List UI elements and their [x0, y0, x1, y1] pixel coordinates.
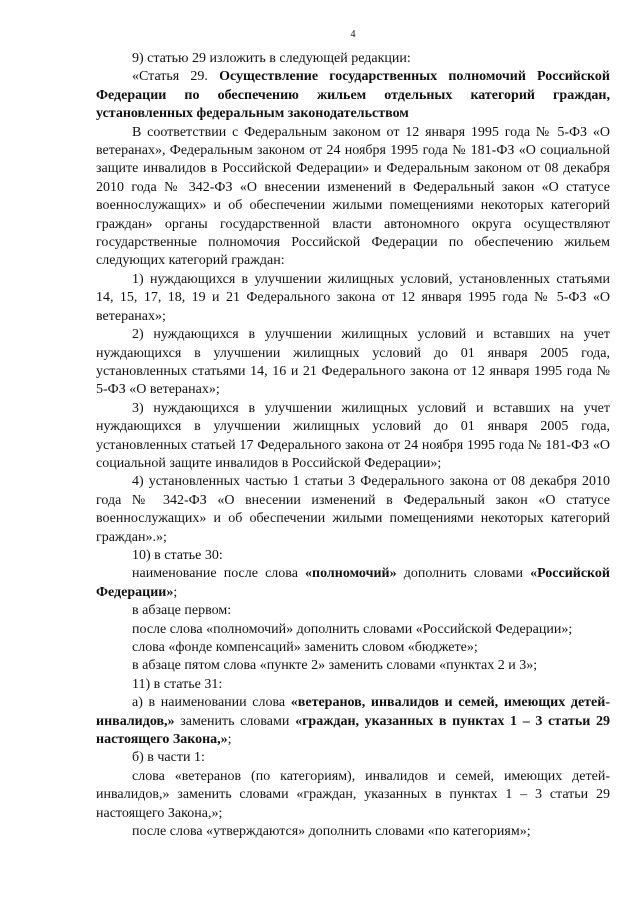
list-item-2: 2) нуждающихся в улучшении жилищных условий и вставших на учет нуждающихся в улучшении жилищных условий до 01 января 2005 года, установленных статьями 14, 16 и 21 Федерального закона от 12 января 1995 года № 5-ФЗ «О ветеранах»; — [96, 327, 610, 398]
text-run: а) в наименовании слова — [132, 695, 291, 711]
article-29-intro-paragraph: В соответствии с Федеральным законом от 12 января 1995 года № 5-ФЗ «О ветеранах», Федеральным законом от 24 ноября 1995 года № 181-ФЗ «О социальной защите инвалидов в Российской Федерации» и Федеральным законом от 08 декабря 2010 года № 342-ФЗ «О внесении изменений в Федеральный закон «О статусе военнослужащих» и об обеспечении жилыми помещениями некоторых категорий граждан» органы государственной власти автономного округа осуществляют государственные полномочия Российской Федерации по обеспечению жильем следующих категорий граждан: — [96, 124, 610, 269]
part-1-intro: б) в части 1: — [132, 750, 205, 766]
article-29-heading — [96, 68, 610, 123]
part-1-change-2: после слова «утверждаются» дополнить словами «по категориям»; — [132, 824, 531, 840]
text-run: дополнить словами — [396, 566, 531, 582]
list-item-1: 1) нуждающихся в улучшении жилищных условий, установленных статьями 14, 15, 17, 18, 19 и 21 Федерального закона от 12 января 1995 года № 5-ФЗ «О ветеранах»; — [96, 271, 610, 324]
list-item-3: 3) нуждающихся в улучшении жилищных условий и вставших на учет нуждающихся в улучшении жилищных условий до 01 января 2005 года, установленных статьей 17 Федерального закона от 24 ноября 1995 года № 181-ФЗ «О социальной защите инвалидов в Российской Федерации»; — [96, 400, 610, 471]
text-run: ; — [227, 732, 232, 748]
article-31-name-change — [96, 694, 610, 749]
article-29-title: Осуществление государственных полномочий Российской Федерации по обеспечению жильем отдельных категорий граждан, установленных федеральным законодательством — [96, 69, 610, 122]
bold-quote: «граждан, указанных в пунктах 1 – 3 статьи 29 настоящего Закона,» — [96, 713, 611, 748]
fifth-paragraph-change: в абзаце пятом слова «пункте 2» заменить словами «пунктах 2 и 3»; — [132, 658, 538, 674]
part-1-change-1: слова «ветеранов (по категориям), инвалидов и семей, имеющих детей-инвалидов,» заменить словами «граждан, указанных в пунктах 1 – 3 статьи 29 настоящего Закона,»; — [96, 768, 610, 821]
amendment-item-11: 11) в статье 31: — [132, 676, 223, 692]
page-number: 4 — [350, 29, 356, 40]
article-29-label: «Статья 29. — [132, 69, 220, 85]
bold-quote: «полномочий» — [305, 566, 397, 582]
bold-quote: «ветеранов, инвалидов и семей, имеющих детей-инвалидов,» — [96, 695, 610, 729]
first-paragraph-intro: в абзаце первом: — [132, 603, 232, 619]
bold-quote: «Российской Федерации» — [96, 566, 610, 600]
amendment-item-9: 9) статью 29 изложить в следующей редакции: — [132, 51, 411, 66]
text-run: ; — [173, 584, 178, 600]
list-item-4: 4) установленных частью 1 статьи 3 Федерального закона от 08 декабря 2010 года № 342-ФЗ «О внесении изменений в Федеральный закон «О статусе военнослужащих» и об обеспечении жилыми помещениями некоторых категорий граждан».»; — [96, 474, 610, 545]
first-paragraph-change-2: слова «фонде компенсаций» заменить словом «бюджете»; — [132, 640, 478, 655]
text-run: наименование после слова — [132, 566, 306, 582]
text-run: заменить словами — [174, 713, 296, 729]
amendment-item-10: 10) в статье 30: — [132, 547, 223, 563]
article-30-name-change — [96, 565, 610, 602]
first-paragraph-change-1: после слова «полномочий» дополнить словами «Российской Федерации»; — [132, 621, 573, 637]
document-body — [96, 50, 610, 841]
